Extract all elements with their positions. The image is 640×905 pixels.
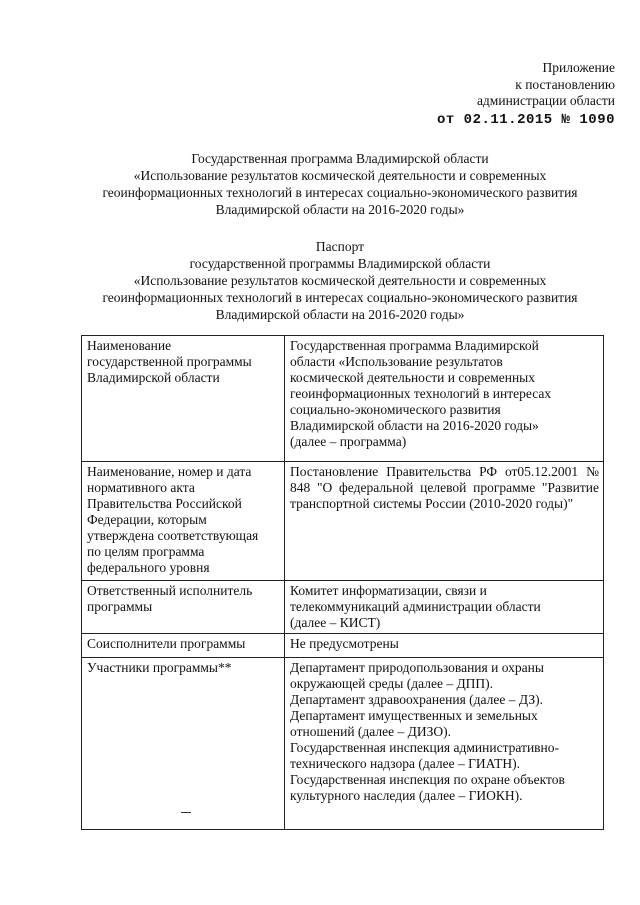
passport-heading-line-2: государственной программы Владимирской области — [189, 256, 491, 271]
cell-line: программы — [87, 599, 153, 614]
cell-line: культурного наследия (далее – ГИОКН). — [290, 788, 523, 803]
passport-table — [81, 335, 604, 830]
cell-line: геоинформационных технологий в интересах — [290, 386, 552, 401]
table-value-cell — [285, 581, 604, 634]
appendix-line-1: Приложение — [542, 60, 615, 75]
cell-line: Соисполнители программы — [87, 636, 246, 651]
table-label-cell — [82, 462, 285, 581]
cell-line: нормативного акта — [87, 480, 195, 495]
table-row — [82, 634, 604, 658]
table-row — [82, 581, 604, 634]
program-title-line-3: геоинформационных технологий в интересах социально-экономического развития — [102, 185, 578, 200]
scan-dash-mark — [181, 812, 191, 813]
table-row — [82, 336, 604, 462]
table-label-cell — [82, 336, 285, 462]
cell-line: окружающей среды (далее – ДПП). — [290, 676, 494, 691]
cell-line: государственной программы — [87, 354, 252, 369]
program-title — [60, 150, 620, 218]
cell-line: Владимирской области — [87, 370, 220, 385]
cell-line: телекоммуникаций администрации области — [290, 599, 541, 614]
passport-heading — [60, 238, 620, 323]
passport-heading-line-5: Владимирской области на 2016-2020 годы» — [215, 307, 465, 322]
cell-line: Департамент имущественных и земельных — [290, 708, 538, 723]
table-value-cell: Постановление Правительства РФ от05.12.2001 № 848 "О федеральной целевой программе "Развитие транспортной системы России (2010-2020 годы)" — [285, 462, 604, 581]
cell-line: Департамент природопользования и охраны — [290, 660, 544, 675]
passport-heading-line-1: Паспорт — [315, 239, 365, 254]
table-value-cell — [285, 634, 604, 658]
table-label-cell — [82, 634, 285, 658]
table-row — [82, 658, 604, 830]
cell-line: Владимирской области на 2016-2020 годы» — [290, 418, 539, 433]
cell-line: Не предусмотрены — [290, 636, 399, 651]
appendix-line-2: к постановлению — [515, 76, 615, 92]
cell-line: утверждена соответствующая — [87, 528, 259, 543]
passport-heading-line-4: геоинформационных технологий в интересах социально-экономического развития — [102, 290, 578, 305]
cell-line: федерального уровня — [87, 560, 210, 575]
cell-line: Участники программы** — [87, 660, 232, 675]
cell-line: Государственная инспекция по охране объектов — [290, 772, 565, 787]
cell-line: Правительства Российской — [87, 496, 242, 511]
table-label-cell — [82, 581, 285, 634]
table-value-cell — [285, 336, 604, 462]
appendix-date-stamp: от 02.11.2015 № 1090 — [436, 111, 615, 128]
cell-line: Наименование — [87, 338, 172, 353]
cell-line: Департамент здравоохранения (далее – ДЗ). — [290, 692, 544, 707]
cell-line: Наименование, номер и дата — [87, 464, 252, 479]
cell-line: Государственная программа Владимирской — [290, 338, 539, 353]
cell-line: технического надзора (далее – ГИАТН). — [290, 756, 521, 771]
cell-line: отношений (далее – ДИЗО). — [290, 724, 451, 739]
cell-line: по целям программа — [87, 544, 205, 559]
appendix-block — [415, 60, 615, 128]
program-title-line-2: «Использование результатов космической деятельности и современных — [133, 168, 547, 183]
cell-line: (далее – программа) — [290, 434, 407, 449]
table-row — [82, 462, 604, 581]
program-title-line-1: Государственная программа Владимирской области — [191, 151, 489, 166]
cell-line: области «Использование результатов — [290, 354, 503, 369]
program-title-line-4: Владимирской области на 2016-2020 годы» — [215, 202, 465, 217]
table-label-cell — [82, 658, 285, 830]
cell-line: (далее – КИСТ) — [290, 615, 381, 630]
cell-line: социально-экономического развития — [290, 402, 501, 417]
cell-line: Комитет информатизации, связи и — [290, 583, 487, 598]
appendix-line-3: администрации области — [476, 93, 615, 108]
passport-heading-line-3: «Использование результатов космической деятельности и современных — [133, 273, 547, 288]
cell-line: Государственная инспекция административно- — [290, 740, 560, 755]
table-value-cell — [285, 658, 604, 830]
cell-line: Федерации, которым — [87, 512, 207, 527]
cell-line: Ответственный исполнитель — [87, 583, 253, 598]
cell-line: космической деятельности и современных — [290, 370, 536, 385]
